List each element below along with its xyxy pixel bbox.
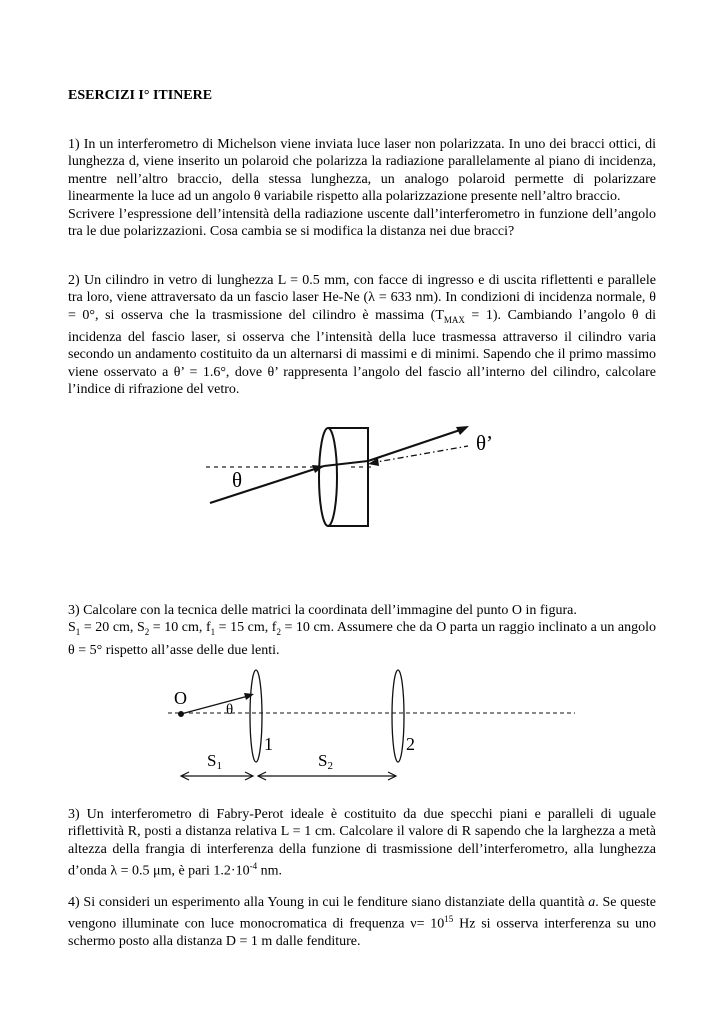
frequency-exponent: 15	[444, 914, 454, 925]
fabry-perot-text-b: nm.	[257, 863, 282, 879]
point-O-label: O	[174, 688, 187, 708]
fabry-perot-text-a: 3) Un interferometro di Fabry-Perot ideale è costituito da due specchi piani e paralleli di uguale riflettività R, posti a distanza relativa L = 1 cm. Calcolare il valore di R sapendo che la larghezza a metà altezza della frangia di interferenza della funzione di trasmissione dell’interferometro, alla lunghezza d’onda λ = 0.5 μm, è pari 1.2·10	[68, 807, 656, 879]
two-lens-diagram	[160, 668, 580, 788]
angle-theta-label: θ	[226, 702, 234, 718]
exponent: -4	[249, 861, 258, 872]
exercise-2-text	[68, 272, 656, 399]
lens-1-label: 1	[264, 734, 273, 754]
theta-label: θ	[232, 468, 243, 492]
inclined-ray	[181, 695, 252, 714]
inclined-ray-arrowhead	[244, 693, 254, 700]
theta-prime-label: θ’	[476, 431, 494, 455]
s1-label: S1	[207, 751, 222, 772]
s2-label: S2	[318, 751, 333, 772]
cylinder-front-face	[319, 428, 337, 526]
exercise-2	[68, 272, 656, 399]
transmitted-ray	[368, 428, 466, 461]
exercise-2-text-a: 2) Un cilindro in vetro di lunghezza L = 0.5 mm, con facce di ingresso e di uscita riflettenti e parallele tra loro, viene attraversato da un fascio laser He-Ne (λ = 633 nm). In condizioni di incidenza normale, θ = 0°, si osserva che la trasmissione del cilindro è massima (T	[68, 273, 656, 323]
exercise-4-text-c: Hz si osserva interferenza su uno schermo posto alla distanza D = 1 m dalle fenditure.	[68, 917, 657, 950]
tmax-subscript: MAX	[443, 314, 465, 325]
exercise-4	[68, 894, 656, 951]
exercise-4-text-b: . Se queste vengono illuminate con luce monocromatica di frequenza ν= 10	[68, 895, 657, 933]
cylinder-diagram	[176, 398, 516, 550]
exercise-3-matrices-line-1: 3) Calcolare con la tecnica delle matrici la coordinata dell’immagine del punto O in figura.	[68, 603, 577, 618]
transmitted-ray-arrowhead	[456, 426, 469, 435]
exercise-1-paragraph-1: 1) In un interferometro di Michelson viene inviata luce laser non polarizzata. In uno dei bracci ottici, di lunghezza d, viene inserito un polaroid che polarizza la radiazione parallelamente al piano di incidenza, mentre nell’altro braccio, della stessa lunghezza, un analogo polaroid permette di polarizzare linearmente la luce ad un angolo θ variabile rispetto alla polarizzazione presente nell’altro braccio.	[68, 137, 656, 205]
exercise-3-matrices-parameters: $S_1 = 20$ cm, $S_2 = 10$ cm, $f_1 = 15$ cm, $f_2 = 10$ cm. Assumere che da O parta un raggio inclinato a un angolo θ = 5° rispetto all’asse delle due lenti.	[68, 620, 657, 658]
exercise-3-fabry-perot	[68, 806, 656, 880]
exercise-2-text-b: = 1). Cambiando l’angolo θ di incidenza del fascio laser, si osserva che l’intensità della luce trasmessa attraverso il cilindro varia secondo un andamento costituito da un alternarsi di massimi e di minimi. Sapendo che il primo massimo viene osservato a θ’ = 1.6°, dove θ’ rappresenta l’angolo del fascio all’interno del cilindro, calcolare l’indice di rifrazione del vetro.	[68, 307, 656, 398]
page-title: ESERCIZI I° ITINERE	[68, 88, 213, 103]
exercise-3-matrices	[68, 602, 656, 659]
incident-ray	[210, 466, 324, 503]
exercise-1-paragraph-2: Scrivere l’espressione dell’intensità della radiazione uscente dall’interferometro in funzione dell’angolo tra le due polarizzazioni. Cosa cambia se si modifica la distanza nei due bracci?	[68, 206, 656, 240]
exercise-1	[68, 136, 656, 240]
slit-distance-symbol: a	[588, 895, 596, 910]
lens-1	[250, 670, 262, 762]
exercise-4-text-a: 4) Si consideri un esperimento alla Young in cui le fenditure siano distanziate della quantità	[68, 895, 589, 910]
lens-2	[392, 670, 404, 762]
lens-2-label: 2	[406, 734, 415, 754]
